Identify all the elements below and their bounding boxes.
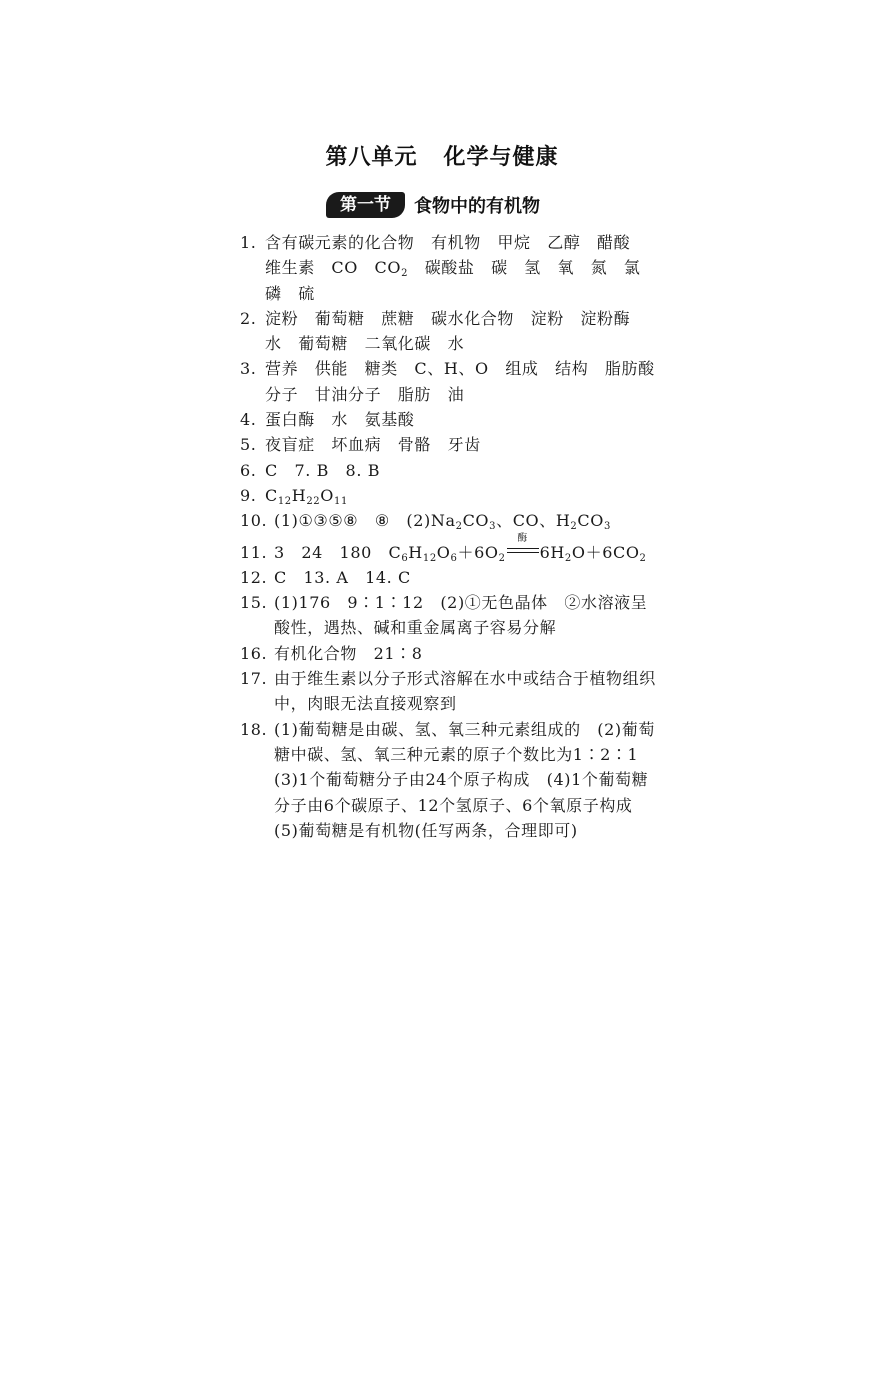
answer-text: C 7. B 8. B [265, 460, 381, 480]
answer-item-9 [240, 483, 660, 508]
answer-text: (1)176 9∶1∶12 (2)①无色晶体 ②水溶液呈酸性，遇热、碱和重金属离子容易分解 [274, 593, 648, 638]
answer-text: 有机化合物 21∶8 [274, 643, 423, 663]
answer-item-2 [240, 306, 660, 357]
answer-item-5 [240, 432, 660, 457]
answer-number: 6. [240, 460, 257, 480]
answer-item-17 [240, 666, 660, 717]
reaction-arrow [507, 532, 539, 556]
reaction-condition: 酶 [517, 532, 528, 544]
answer-item-18 [240, 717, 660, 843]
answer-text: C 13. A 14. C [274, 567, 411, 587]
answer-number: 16. [240, 643, 268, 663]
answer-number: 12. [240, 567, 268, 587]
answer-number: 10. [240, 511, 268, 531]
answer-item-3 [240, 356, 660, 407]
answer-number: 5. [240, 435, 257, 455]
equation-right: $6H_2O+6CO_2$ [539, 542, 647, 564]
answer-text: 营养 供能 糖类 C、H、O 组成 结构 脂肪酸分子 甘油分子 脂肪 油 [265, 359, 655, 404]
answer-text: $C_{12}H_{22}O_{11}$ [265, 485, 348, 507]
answer-number: 11. [240, 542, 268, 562]
unit-number: 第八单元 [325, 145, 418, 170]
unit-title [0, 140, 884, 171]
answer-number: 2. [240, 308, 257, 328]
answer-item-4 [240, 407, 660, 432]
answer-number: 1. [240, 233, 257, 252]
answer-item-16 [240, 641, 660, 666]
answer-text: 夜盲症 坏血病 骨骼 牙齿 [265, 435, 481, 455]
answer-item-1 [240, 230, 660, 306]
answer-number: 4. [240, 410, 257, 430]
answer-number: 18. [240, 719, 268, 739]
answer-item-12 [240, 565, 660, 590]
equation-left: 3 24 180 $C_6H_{12}O_6+6O_2$ [274, 542, 506, 564]
answer-number: 9. [240, 485, 257, 505]
answer-number: 3. [240, 359, 257, 379]
answer-item-6 [240, 458, 660, 483]
unit-name: 化学与健康 [443, 145, 559, 170]
section-title: 食物中的有机物 [414, 196, 540, 217]
answer-text: 淀粉 葡萄糖 蔗糖 碳水化合物 淀粉 淀粉酶 水 葡萄糖 二氧化碳 水 [265, 308, 647, 354]
section-badge: 第一节 [326, 192, 405, 218]
answer-text: 含有碳元素的化合物 有机物 甲烷 乙醇 醋酸 维生素 CO $CO_2$ 碳酸盐 碳 氢 氧 氮 氯 磷 硫 [265, 233, 658, 303]
answer-list [240, 230, 660, 843]
section-heading [326, 191, 540, 219]
answer-item-11 [240, 532, 660, 565]
answer-text: (1)①③⑤⑧ ⑧ $(2)Na_2CO_3$、CO、$H_2CO_3$ [274, 511, 611, 533]
answer-item-10 [240, 508, 660, 533]
answer-text: (1)葡萄糖是由碳、氢、氧三种元素组成的 (2)葡萄糖中碳、氢、氧三种元素的原子个数比为1∶2∶1 (3)1个葡萄糖分子由24个原子构成 (4)1个葡萄糖分子由6个碳原子、12个氢原子、6个氧原子构成 (5)葡萄糖是有机物(任写两条，合理即可) [274, 719, 655, 840]
answer-number: 17. [240, 669, 268, 689]
answer-item-15 [240, 590, 660, 641]
answer-text: 蛋白酶 水 氨基酸 [265, 410, 415, 430]
answer-text: 由于维生素以分子形式溶解在水中或结合于植物组织中，肉眼无法直接观察到 [274, 669, 656, 714]
answer-number: 15. [240, 593, 268, 613]
equals-line-top [507, 548, 539, 549]
equals-line-bottom [507, 552, 539, 553]
